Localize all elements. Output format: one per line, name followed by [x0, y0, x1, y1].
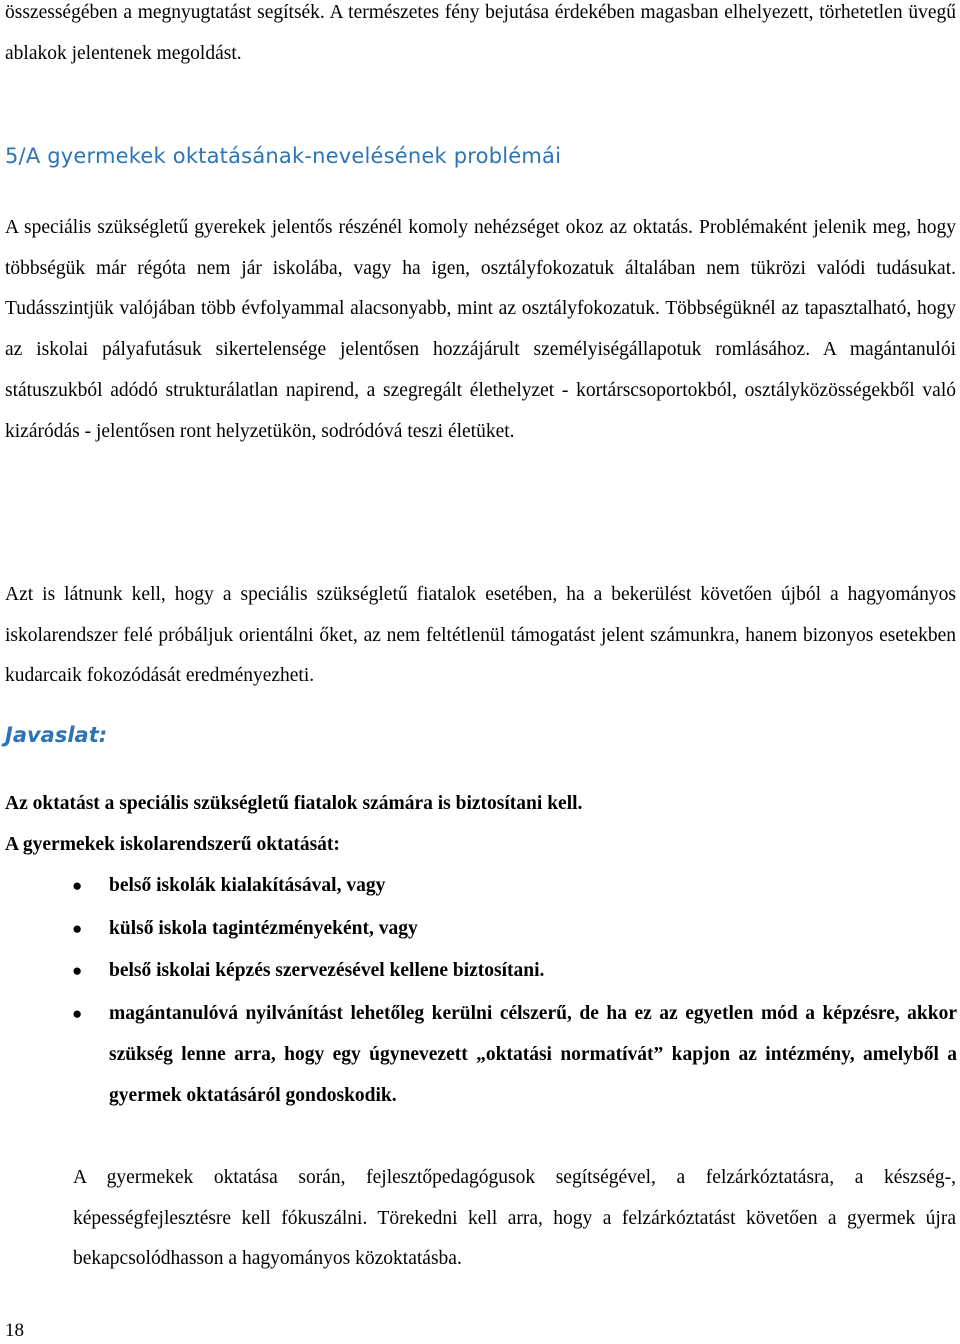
proposal-subheading: A gyermekek iskolarendszerű oktatását: — [5, 834, 340, 855]
list-item-text: belső iskolák kialakításával, vagy — [109, 875, 386, 896]
paragraph-continuation: összességében a megnyugtatást segítsék. A természetes fény bejutása érdekében magasban elhelyezett, törhetetlen üvegű ablakok jelentenek megoldást. — [5, 2, 956, 64]
paragraph-reintegration: Azt is látnunk kell, hogy a speciális szükségletű fiatalok esetében, ha a bekerülést követően újból a hagyományos iskolarendszer felé próbáljuk orientálni őket, az nem feltétlenül támogatást jelent számunkra, hanem bizonyos esetekben kudarcaik fokozódását eredményezheti. — [5, 584, 956, 687]
list-item — [0, 866, 957, 907]
list-item-text: külső iskola tagintézményeként, vagy — [109, 917, 418, 939]
list-item-text: magántanulóvá nyilvánítást lehetőleg kerülni célszerű, de ha ez az egyetlen mód a képzésre, akkor szükség lenne arra, hogy egy úgynevezett „oktatási normatívát” kapjon az intézmény, amelyből a gyermek oktatásáról gondoskodik. — [109, 1003, 957, 1106]
list-item — [0, 994, 957, 1116]
bullet-icon: ● — [72, 918, 83, 938]
page-number: 18 — [5, 1320, 24, 1341]
proposal-list — [0, 866, 960, 1116]
bullet-icon: ● — [72, 1004, 83, 1024]
list-item-text: belső iskolai képzés szervezésével kellene biztosítani. — [109, 960, 545, 982]
proposal-heading: Javaslat: — [5, 723, 108, 747]
paragraph-problems: A speciális szükségletű gyerekek jelentős részénél komoly nehézséget okoz az oktatás. Problémaként jelenik meg, hogy többségük már régóta nem jár iskolába, vagy ha igen, osztályfokozatuk általában nem tükrözi valódi tudásukat. Tudásszintjük valójában több évfolyammal alacsonyabb, mint az osztályfokozatuk. Többségüknél az tapasztalható, hogy az iskolai pályafutásuk sikertelensége jelentősen hozzájárult személyiségállapotuk romlásához. A magántanulói státuszukból adódó strukturálatlan napirend, a szegregált élethelyzet - kortárscsoportokból, osztályközösségekből való kizáródás - jelentősen ront helyzetükön, sodródóvá teszi életüket. — [5, 217, 956, 442]
list-item — [0, 951, 957, 992]
list-item — [0, 909, 957, 950]
paragraph-development: A gyermekek oktatása során, fejlesztőpedagógusok segítségével, a felzárkóztatásra, a készség-, képességfejlesztésre kell fókuszálni. Törekedni kell arra, hogy a felzárkóztatást követően a gyermek újra bekapcsolódhasson a hagyományos közoktatásba. — [73, 1167, 956, 1270]
section-heading: 5/A gyermekek oktatásának-nevelésének problémái — [5, 144, 562, 168]
proposal-statement: Az oktatást a speciális szükségletű fiatalok számára is biztosítani kell. — [5, 793, 583, 814]
bullet-icon: ● — [72, 961, 83, 981]
bullet-icon: ● — [72, 876, 83, 895]
